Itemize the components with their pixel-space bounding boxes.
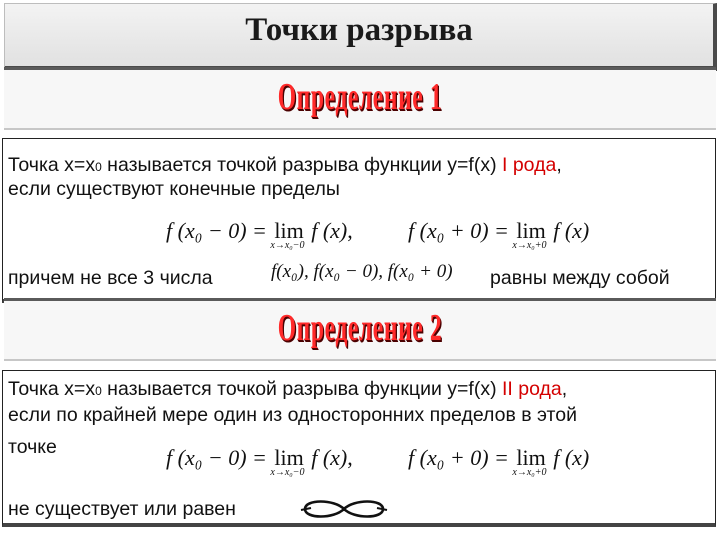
definition-1-heading: Определение 1 <box>277 76 443 118</box>
definition-1-line-1 <box>8 153 562 179</box>
right-limit-formula <box>408 445 590 478</box>
formula-lhs: f (x₀ + 0) = <box>408 445 509 470</box>
subscript: 0 <box>95 160 102 174</box>
definition-2-line-3: точке <box>8 436 57 458</box>
formula-lhs: f (x₀ − 0) = <box>166 445 267 470</box>
definition-2-heading: Определение 2 <box>277 307 443 349</box>
three-values-formula: f(x₀), f(x₀ − 0), f(x₀ + 0) <box>271 261 453 282</box>
formula-fx: f (x) <box>553 445 590 470</box>
definition-2-band <box>4 298 716 361</box>
lim-subscript: x→x₀−0 <box>270 467 305 478</box>
text-fragment: , <box>561 378 568 400</box>
lim-subscript: x→x₀+0 <box>512 240 547 251</box>
text-fragment: называется точкой разрыва функции y=f(x) <box>101 378 502 400</box>
subscript: 0 <box>95 384 102 398</box>
text-fragment: Точка x=x <box>8 378 96 400</box>
lim-operator <box>270 218 305 251</box>
formula-lhs: f (x₀ + 0) = <box>408 218 509 243</box>
definition-1-line-4: равны между собой <box>490 267 670 289</box>
formula-comma: , <box>347 445 353 470</box>
definition-1-band <box>4 67 716 130</box>
kind-label: II рода <box>501 378 562 400</box>
lim-text: lim <box>274 445 304 470</box>
formula-fx: f (x) <box>311 445 348 470</box>
lim-subscript: x→x₀+0 <box>512 467 547 478</box>
slide-title: Точки разрыва <box>245 12 473 48</box>
definition-1-line-3: причем не все 3 числа <box>8 267 213 289</box>
lim-text: lim <box>274 218 304 243</box>
definition-2-line-2: если по крайней мере один из односторонних пределов в этой <box>8 404 577 426</box>
lim-text: lim <box>516 218 546 243</box>
definition-1-box <box>2 138 716 303</box>
text-fragment: , <box>556 154 562 176</box>
lim-text: lim <box>516 445 546 470</box>
formula-comma: , <box>347 218 353 243</box>
title-bar <box>4 3 717 71</box>
left-limit-formula <box>166 218 353 251</box>
formula-fx: f (x) <box>553 218 590 243</box>
infinity-icon <box>299 498 389 520</box>
definition-2-box <box>2 370 716 527</box>
definition-1-line-2: если существуют конечные пределы <box>8 178 340 200</box>
text-fragment: Точка x=x <box>8 154 96 176</box>
kind-label: I рода <box>501 154 557 176</box>
right-limit-formula <box>408 218 590 251</box>
text-fragment: называется точкой разрыва функции y=f(x) <box>101 154 502 176</box>
lim-operator <box>270 445 305 478</box>
lim-subscript: x→x₀−0 <box>270 240 305 251</box>
definition-2-line-1 <box>8 377 567 403</box>
formula-fx: f (x) <box>311 218 348 243</box>
left-limit-formula <box>166 445 353 478</box>
definition-2-line-4: не существует или равен <box>8 498 236 520</box>
lim-operator <box>512 445 547 478</box>
formula-lhs: f (x₀ − 0) = <box>166 218 267 243</box>
lim-operator <box>512 218 547 251</box>
